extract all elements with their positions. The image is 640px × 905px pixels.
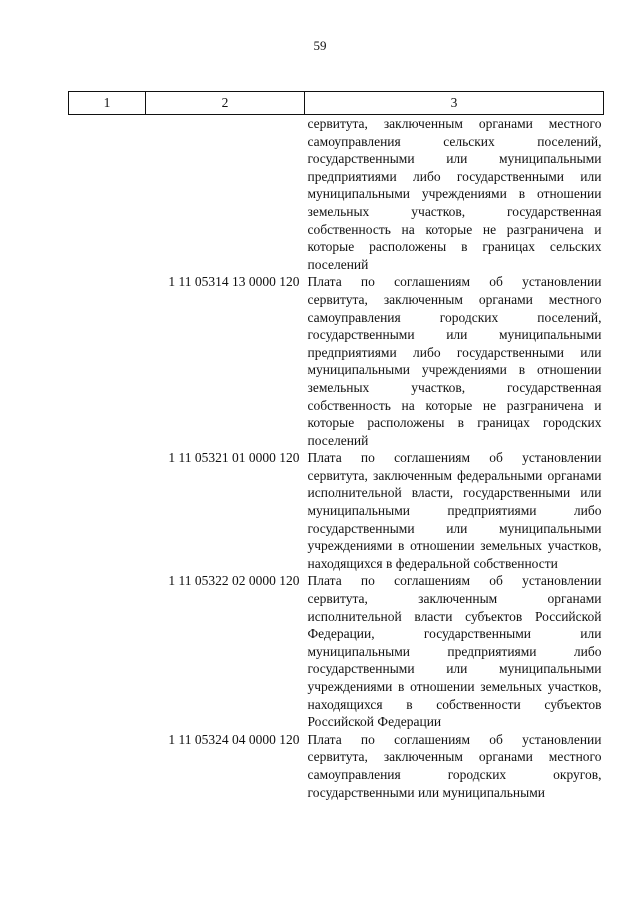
- row-code: 1 11 05321 01 0000 120: [168, 450, 300, 466]
- header-col-2: 2: [146, 92, 305, 115]
- budget-code-table: [68, 91, 604, 801]
- table-row: [69, 273, 604, 449]
- row-col1: [69, 449, 146, 572]
- row-code: 1 11 05324 04 0000 120: [168, 731, 300, 747]
- row-col1: [69, 731, 146, 801]
- page-number: 59: [313, 38, 327, 53]
- table-row: [69, 572, 604, 730]
- row-description: Плата по соглашениям об установлении сервитута, заключенным органами исполнительной власти субъектов Российской Федерации, государственными или муниципальными предприятиями либо государственными или муниципальными учреждениями в отношении земельных участков, находящихся в собственности субъектов Российской Федерации: [307, 573, 602, 730]
- row-description: Плата по соглашениям об установлении сервитута, заключенным органами местного самоуправления городских поселений, государственными или муниципальными предприятиями либо государственными или муниципальными учреждениями в отношении земельных участков, государственная собственность на которые не разграничена и которые расположены в границах городских поселений: [307, 274, 602, 448]
- row-col1: [69, 572, 146, 730]
- table-header-row: [69, 92, 604, 115]
- table-row: [69, 731, 604, 801]
- row-code: 1 11 05314 13 0000 120: [168, 274, 300, 290]
- header-col-3: 3: [305, 92, 604, 115]
- row-description: Плата по соглашениям об установлении сервитута, заключенным федеральными органами исполнительной власти, государственными или муниципальными предприятиями либо государственными или муниципальными учреждениями в отношении земельных участков, находящихся в федеральной собственности: [307, 450, 602, 571]
- row-description: Плата по соглашениям об установлении сервитута, заключенным органами местного самоуправления городских округов, государственными или муниципальными: [307, 731, 602, 800]
- row-col1: [69, 273, 146, 449]
- row-col1: [69, 115, 146, 274]
- row-code: 1 11 05322 02 0000 120: [168, 573, 300, 589]
- table-row: [69, 449, 604, 572]
- row-code: [146, 115, 305, 274]
- table-row: [69, 115, 604, 274]
- row-description: сервитута, заключенным органами местного самоуправления сельских поселений, государственными или муниципальными предприятиями либо государственными или муниципальными учреждениями в отношении земельных участков, государственная собственность на которые не разграничена и которые расположены в границах сельских поселений: [307, 116, 602, 272]
- header-col-1: 1: [69, 92, 146, 115]
